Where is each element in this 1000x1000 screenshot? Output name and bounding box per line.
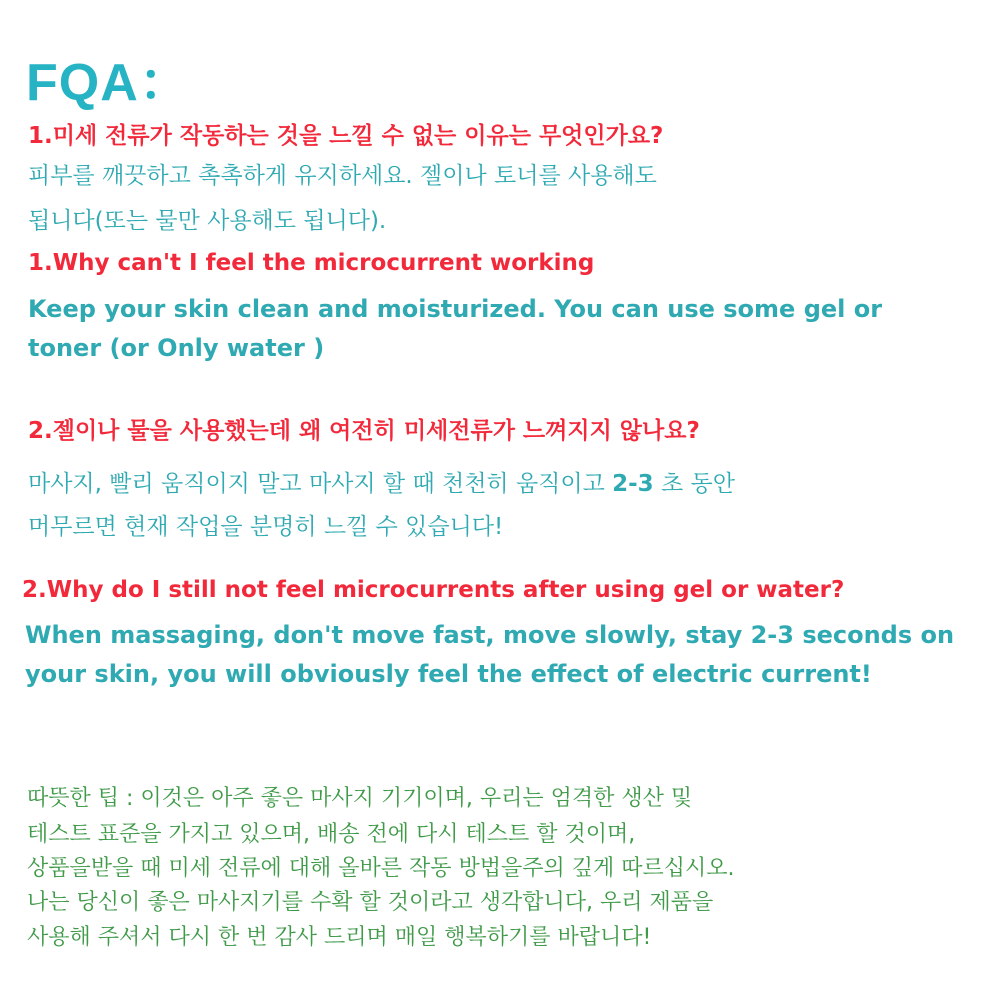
tip-line-1: 따뜻한 팁 : 이것은 아주 좋은 마사지 기기이며, 우리는 엄격한 생산 및 [27, 786, 693, 811]
faq-2-answer-ko-line-1 [28, 465, 735, 498]
faq-1-question-en: 1.Why can't I feel the microcurrent working [28, 250, 595, 276]
faq-2-answer-ko-line-1-part-c: 초 동안 [653, 471, 735, 497]
tip-line-4: 나는 당신이 좋은 마사지기를 수확 할 것이라고 생각합니다, 우리 제품을 [27, 890, 714, 915]
faq-2-question-en: 2.Why do I still not feel microcurrents after using gel or water? [22, 577, 845, 603]
page-title: FQA： [26, 54, 192, 112]
faq-2-answer-ko-line-2: 머무르면 현재 작업을 분명히 느낄 수 있습니다! [28, 514, 504, 540]
faq-2-answer-en-line-2: your skin, you will obviously feel the effect of electric current! [25, 660, 872, 688]
faq-1-answer-en-line-1: Keep your skin clean and moisturized. You can use some gel or [28, 295, 883, 323]
faq-1-question-ko: 1.미세 전류가 작동하는 것을 느낄 수 없는 이유는 무엇인가요? [28, 123, 664, 149]
tip-line-2: 테스트 표준을 가지고 있으며, 배송 전에 다시 테스트 할 것이며, [27, 822, 636, 847]
faq-1-answer-ko-line-1: 피부를 깨끗하고 촉촉하게 유지하세요. 젤이나 토너를 사용해도 [28, 163, 657, 189]
faq-2-question-ko: 2.젤이나 물을 사용했는데 왜 여전히 미세전류가 느껴지지 않나요? [28, 418, 700, 444]
faq-2-answer-ko-line-1-part-a: 마사지, 빨리 움직이지 말고 마사지 할 때 천천히 움직이고 [28, 471, 613, 497]
faq-2-answer-ko-line-1-seconds: 2-3 [612, 471, 654, 497]
tip-line-3: 상품을받을 때 미세 전류에 대해 올바른 작동 방법을주의 깊게 따르십시오. [27, 856, 735, 881]
tip-line-5: 사용해 주셔서 다시 한 번 감사 드리며 매일 행복하기를 바랍니다! [27, 925, 652, 950]
faq-1-answer-ko-line-2: 됩니다(또는 물만 사용해도 됩니다). [28, 208, 387, 234]
faq-1-answer-en-line-2: toner (or Only water ) [28, 334, 325, 362]
faq-2-answer-en-line-1: When massaging, don't move fast, move slowly, stay 2-3 seconds on [25, 621, 955, 649]
